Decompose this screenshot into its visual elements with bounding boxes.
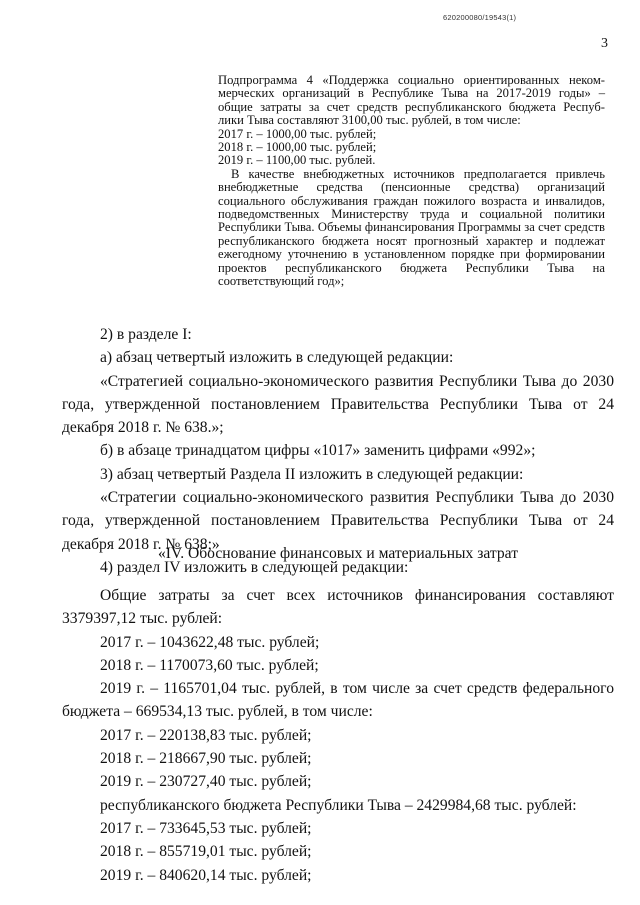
subprogram-line: Подпрограмма 4 «Поддержка социально ориентированных неком- [218, 73, 605, 87]
total-2018: 2018 г. – 1170073,60 тыс. рублей; [100, 656, 319, 674]
quote-strategy-2: «Стратегии социально-экономического развития Республики Тыва до 2030 года, утвержденной постановлением Правительства Республики Тыва от 24 декабря 2018 г. № 638;» [62, 489, 614, 553]
item-2a: а) абзац четвертый изложить в следующей редакции: [100, 349, 454, 367]
subprogram-line: общие затраты за счет средств республиканского бюджета Респуб- [218, 99, 605, 114]
total-2017: 2017 г. – 1043622,48 тыс. рублей; [100, 633, 320, 651]
quote-strategy-1: «Стратегией социально-экономического развития Республики Тыва до 2030 года, утвержденной постановлением Правительства Республики Тыва от 24 декабря 2018 г. № 638.»; [62, 372, 614, 437]
federal-2019: 2019 г. – 230727,40 тыс. рублей; [100, 773, 312, 791]
federal-2017: 2017 г. – 220138,83 тыс. рублей; [100, 726, 312, 744]
main-text [62, 323, 614, 579]
section-heading-block [62, 542, 614, 565]
total-2019-federal: 2019 г. – 1165701,04 тыс. рублей, в том числе за счет средств федерального бюджета – 669534,13 тыс. рублей, в том числе: [62, 680, 614, 721]
subprogram-block [218, 74, 605, 289]
federal-2018: 2018 г. – 218667,90 тыс. рублей; [100, 750, 312, 768]
item-2b: б) в абзаце тринадцатом цифры «1017» заменить цифрами «992»; [100, 442, 536, 460]
item-3: 3) абзац четвертый Раздела II изложить в следующей редакции: [100, 465, 524, 483]
financing-text [62, 584, 614, 887]
republic-2019: 2019 г. – 840620,14 тыс. рублей; [100, 866, 312, 884]
subprogram-line: лики Тыва составляют 3100,00 тыс. рублей, в том числе: [218, 113, 521, 128]
republic-budget-total: республиканского бюджета Республики Тыва – 2429984,68 тыс. рублей: [100, 796, 577, 814]
item-4: 4) раздел IV изложить в следующей редакции: [100, 558, 409, 576]
document-id: 620200080/19543(1) [443, 13, 517, 22]
total-financing: Общие затраты за счет всех источников финансирования составляют 3379397,12 тыс. рублей: [62, 587, 614, 628]
item-2: 2) в разделе I: [100, 326, 192, 343]
section-heading: «IV. Обоснование финансовых и материальных затрат [157, 545, 519, 562]
republic-2018: 2018 г. – 855719,01 тыс. рублей; [100, 843, 312, 861]
page-number: 3 [601, 36, 608, 51]
subprogram-line: 2017 г. – 1000,00 тыс. рублей; [218, 126, 377, 141]
extrabudget-paragraph: В качестве внебюджетных источников предполагается привлечь внебюджетные средства (пенсионные средства) организаций социального обслуживания граждан пожилого возраста и инвалидов, подведомственных Министерству труда и социальной политики Республики Тыва. Объемы финансирования Программы за счет средств республиканского бюджета носят прогнозный характер и подлежат ежегодному уточнению в установленном порядке при формировании проектов республиканского бюджета Республики Тыва на соответствующий год»; [218, 166, 605, 289]
republic-2017: 2017 г. – 733645,53 тыс. рублей; [100, 819, 312, 837]
subprogram-line: 2018 г. – 1000,00 тыс. рублей; [218, 140, 377, 155]
subprogram-line: мерческих организаций в Республике Тыва на 2017-2019 годы» – [218, 86, 605, 101]
subprogram-line: 2019 г. – 1100,00 тыс. рублей. [218, 153, 376, 168]
